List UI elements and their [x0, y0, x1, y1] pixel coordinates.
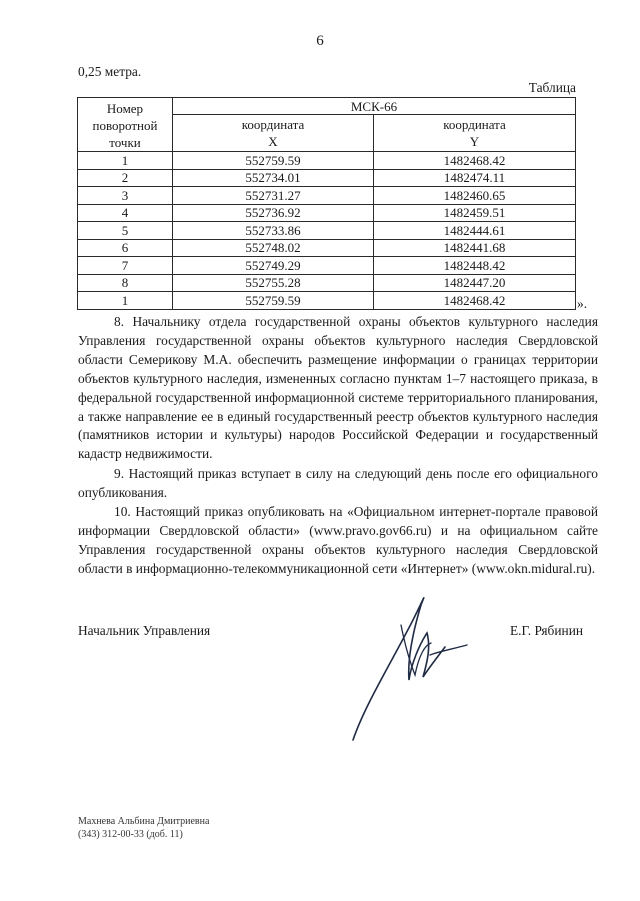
header-point-line: точки — [109, 135, 141, 150]
table-row — [78, 169, 576, 187]
point-number: 3 — [78, 187, 173, 205]
signatory-position: Начальник Управления — [78, 623, 211, 638]
table-row — [78, 204, 576, 222]
coord-y: 1482447.20 — [374, 274, 576, 292]
carry-over-text: 0,25 метра. — [78, 64, 142, 79]
coord-y: 1482459.51 — [374, 204, 576, 222]
coord-y: 1482448.42 — [374, 257, 576, 275]
executor-info — [78, 815, 209, 841]
header-coordinate-system: МСК-66 — [173, 98, 576, 115]
header-y — [374, 115, 576, 152]
paragraph-10-text: 10. Настоящий приказ опубликовать на «Официальном интернет-портале правовой информации Свердловской области» (www.pravo.gov66.ru) и на официальном сайте Управления государственной охраны объектов культурного наследия Свердловской области в информационно-телекоммуникационной сети «Интернет» (www.okn.midural.ru). — [78, 504, 598, 576]
point-number: 7 — [78, 257, 173, 275]
closing-quote: ». — [577, 296, 588, 311]
handwritten-signature — [335, 585, 485, 745]
coord-x: 552755.28 — [173, 274, 374, 292]
table-row — [78, 187, 576, 205]
coord-y: 1482444.61 — [374, 222, 576, 240]
paragraph-9-text: 9. Настоящий приказ вступает в силу на следующий день после его официального опубликования. — [78, 466, 598, 500]
coord-x: 552733.86 — [173, 222, 374, 240]
coord-x: 552759.59 — [173, 152, 374, 170]
header-y-line: координата — [443, 117, 506, 132]
table-row — [78, 257, 576, 275]
point-number: 4 — [78, 204, 173, 222]
paragraph-8 — [78, 313, 598, 464]
table-row — [78, 152, 576, 170]
paragraph-9 — [78, 465, 598, 503]
coord-x: 552731.27 — [173, 187, 374, 205]
point-number: 1 — [78, 152, 173, 170]
table-row — [78, 222, 576, 240]
coord-x: 552759.59 — [173, 292, 374, 310]
page-number: 6 — [316, 33, 324, 49]
table-row — [78, 239, 576, 257]
coord-y: 1482441.68 — [374, 239, 576, 257]
table-row — [78, 274, 576, 292]
signatory-name: Е.Г. Рябинин — [510, 623, 584, 638]
table-row — [78, 292, 576, 310]
table-label: Таблица — [528, 80, 576, 95]
coordinates-table — [77, 97, 576, 310]
coord-y: 1482468.42 — [374, 292, 576, 310]
executor-name: Махнева Альбина Дмитриевна — [78, 816, 210, 827]
executor-phone: (343) 312-00-33 (доб. 11) — [78, 829, 183, 840]
coord-y: 1482474.11 — [374, 169, 576, 187]
point-number: 1 — [78, 292, 173, 310]
point-number: 5 — [78, 222, 173, 240]
coord-x: 552749.29 — [173, 257, 374, 275]
coord-x: 552736.92 — [173, 204, 374, 222]
header-x-line: координата — [241, 117, 305, 132]
header-y-line: Y — [469, 134, 480, 149]
coord-x: 552734.01 — [173, 169, 374, 187]
header-x-line: X — [268, 134, 278, 149]
header-point-line: Номер — [106, 101, 144, 116]
paragraph-10 — [78, 503, 598, 579]
coord-y: 1482468.42 — [374, 152, 576, 170]
point-number: 2 — [78, 169, 173, 187]
header-point-line: поворотной — [92, 118, 158, 133]
header-point-number — [78, 98, 173, 152]
coord-y: 1482460.65 — [374, 187, 576, 205]
paragraph-8-text: 8. Начальнику отдела государственной охраны объектов культурного наследия Управления государственной охраны объектов культурного наследия Свердловской области Семерикову М.А. обеспечить размещение информации о границах территории объектов культурного наследия, измененных согласно пунктам 1–7 настоящего приказа, в федеральной государственной информационной системе территориального планирования, а также направление ее в единый государственный реестр объектов культурного наследия (памятников истории и культуры) народов Российской Федерации и государственный кадастр недвижимости. — [78, 314, 598, 462]
point-number: 6 — [78, 239, 173, 257]
coord-x: 552748.02 — [173, 239, 374, 257]
point-number: 8 — [78, 274, 173, 292]
header-x — [173, 115, 374, 152]
